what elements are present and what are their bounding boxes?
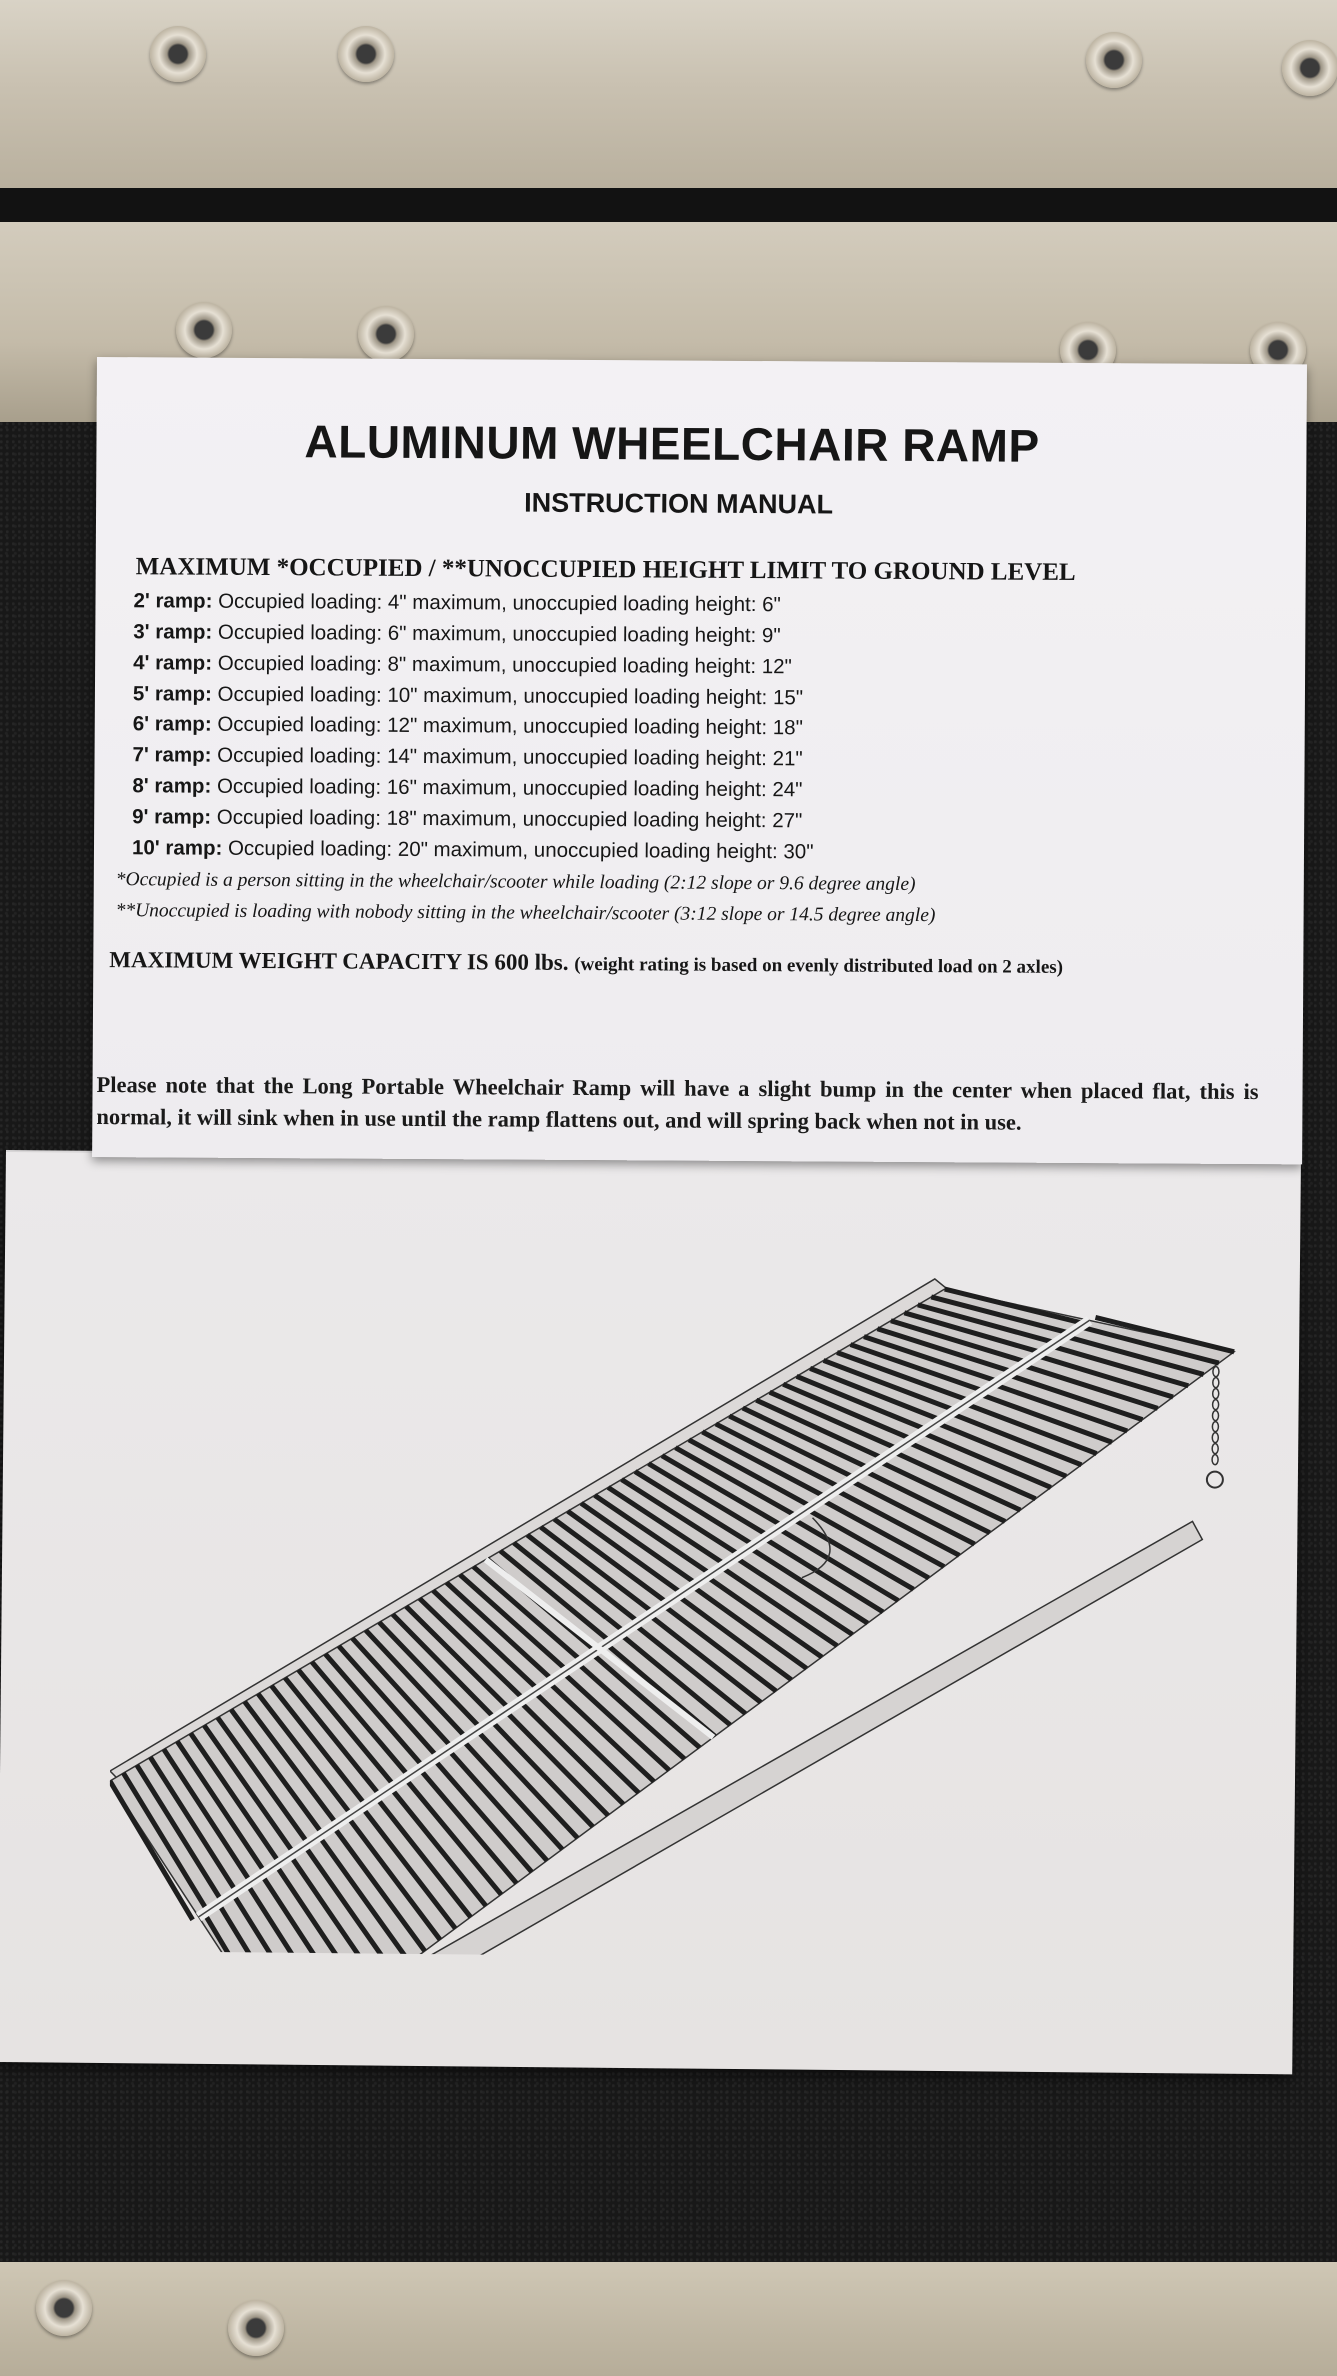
weight-capacity-line [109, 947, 1063, 979]
dark-gap-band [0, 188, 1337, 222]
ramp-row-8ft: 8' ramp: Occupied loading: 16" maximum, unoccupied loading height: 24" [132, 774, 803, 802]
ramp-illustration [108, 1211, 1245, 1962]
ramp-row-5ft: 5' ramp: Occupied loading: 10" maximum, unoccupied loading height: 15" [132, 682, 804, 710]
manual-page-lower-half [0, 1150, 1301, 2074]
ramp-row-2ft: 2' ramp: Occupied loading: 4" maximum, unoccupied loading height: 6" [133, 589, 781, 617]
rivet [150, 26, 206, 82]
ramp-row-10ft: 10' ramp: Occupied loading: 20" maximum, unoccupied loading height: 30" [131, 836, 814, 864]
rivet [1086, 32, 1142, 88]
manual-subtitle: INSTRUCTION MANUAL [524, 487, 834, 520]
aluminum-plate-bottom [0, 2262, 1337, 2376]
ramp-row-9ft: 9' ramp: Occupied loading: 18" maximum, unoccupied loading height: 27" [132, 805, 803, 833]
rivet [358, 306, 414, 362]
manual-title: ALUMINUM WHEELCHAIR RAMP [304, 415, 1040, 472]
chain-link [1213, 1367, 1219, 1377]
unoccupied-footnote: **Unoccupied is loading with nobody sitting in the wheelchair/scooter (3:12 slope or 14.5 degree angle) [115, 900, 936, 927]
rivet [228, 2300, 284, 2356]
chain-link [1212, 1444, 1218, 1454]
chain-ring [1207, 1472, 1223, 1488]
weight-capacity-heading: MAXIMUM WEIGHT CAPACITY IS 600 lbs. [109, 947, 569, 975]
chain-link [1213, 1400, 1219, 1410]
chain-link [1212, 1455, 1218, 1465]
ramp-row-3ft: 3' ramp: Occupied loading: 6" maximum, unoccupied loading height: 9" [133, 620, 781, 648]
chain-link [1213, 1378, 1219, 1388]
rivet [36, 2280, 92, 2336]
weight-capacity-note: (weight rating is based on evenly distributed load on 2 axles) [574, 953, 1064, 978]
center-bump-note: Please note that the Long Portable Wheelchair Ramp will have a slight bump in the center when placed flat, this is normal, it will sink when in use until the ramp flattens out, and will spring back when not in use. [96, 1072, 1259, 1135]
occupied-footnote: *Occupied is a person sitting in the wheelchair/scooter while loading (2:12 slope or 9.6 degree angle) [115, 869, 916, 896]
chain-link [1212, 1433, 1218, 1443]
ramp-row-7ft: 7' ramp: Occupied loading: 14" maximum, unoccupied loading height: 21" [132, 743, 803, 771]
ramp-row-6ft: 6' ramp: Occupied loading: 12" maximum, unoccupied loading height: 18" [132, 712, 803, 740]
chain-link [1213, 1389, 1219, 1399]
rivet [338, 26, 394, 82]
rivet [1282, 40, 1337, 96]
height-limits-heading: MAXIMUM *OCCUPIED / **UNOCCUPIED HEIGHT LIMIT TO GROUND LEVEL [135, 553, 1076, 586]
chain-link [1212, 1411, 1218, 1421]
rivet [176, 302, 232, 358]
aluminum-plate-top [0, 0, 1337, 188]
chain-link [1212, 1422, 1218, 1432]
ramp-row-4ft: 4' ramp: Occupied loading: 8" maximum, unoccupied loading height: 12" [133, 651, 792, 679]
manual-page-upper-half [92, 357, 1307, 1164]
